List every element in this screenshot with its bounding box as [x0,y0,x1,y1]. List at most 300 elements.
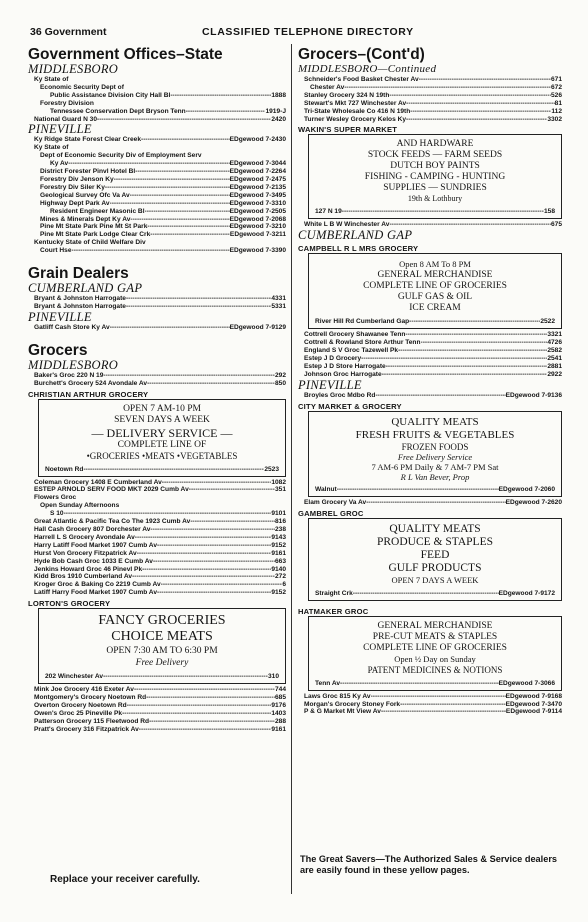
listing-name: Flowers Groc [34,494,77,502]
listing-row [28,710,286,718]
leader-dots [135,534,272,542]
listing-name: Burchett's Grocery 524 Avondale Av [34,379,148,387]
listing-phone: 4331 [271,295,286,303]
listing-group [28,686,286,733]
listing-row [28,176,286,184]
leader-dots [389,221,551,229]
listing-phone: EDgewood 7-9129 [229,323,286,331]
ad-box [308,616,562,691]
page-number: 36 [30,26,42,38]
listing-name: Harrell L S Grocery Avondale Av [34,533,135,541]
listing-row [28,223,286,231]
leader-dots [405,331,547,339]
listing-name: National Guard N 30 [34,115,98,123]
listing-row [28,589,286,597]
listing-phone: EDgewood 7-3211 [229,231,286,239]
listing-row [28,160,286,168]
listing-row [298,708,562,716]
ad-line: Free Delivery Service [397,451,473,462]
ad-line: Open 8 AM To 8 PM [399,259,471,270]
listing-row [28,295,286,303]
leader-dots [142,566,271,574]
leader-dots [72,247,230,255]
listing-row [28,573,286,581]
listing-row [28,534,286,542]
ad-phone: EDgewood 7-9172 [498,589,555,597]
listing-name: Bryant & Johnston Harrogate [34,302,126,310]
listing-phone: 2420 [271,115,286,123]
listing-phone: EDgewood 7-3310 [229,199,286,207]
ad-line: GULF GAS & OIL [397,292,473,303]
listing-group [28,295,286,311]
listing-name: Johnson Groc Harrogate [304,370,382,378]
listing-row [298,92,562,100]
listing-name: Baker's Groc 220 N 19 [34,371,104,379]
ad-phone: 158 [543,208,555,216]
leader-dots [189,486,275,494]
listing-name: Gatliff Cash Store Ky Av [34,323,110,331]
city-middlesboro: MIDDLESBORO [28,62,119,76]
listing-row [28,136,286,144]
listing-group [28,372,286,388]
leader-dots [186,108,266,116]
listing-phone: EDgewood 7-9114 [505,708,562,716]
ad-line: OPEN 7 AM-10 PM [123,403,201,414]
listing-row [28,92,286,100]
leader-dots [146,694,275,702]
listing-phone: 5331 [271,302,286,310]
ad-campbell [298,244,562,329]
listing-phone: 816 [274,518,286,526]
listing-name: Pine Mt State Park Pine Mt St Park [40,223,148,231]
listing-name: Estep J D Grocery [304,355,362,363]
ad-line: PATENT MEDICINES & NOTIONS [367,664,503,675]
ad-line: CHOICE MEATS [111,629,213,645]
listing-row [28,726,286,734]
listing-name: Highway Dept Park Av [40,199,110,207]
listing-group [28,136,286,255]
listing-name: Kroger Groc & Baking Co 2219 Cumb Av [34,581,161,589]
listing-phone: 3302 [547,115,562,123]
leader-dots [406,116,547,124]
leader-dots [134,686,275,694]
listing-row [298,76,562,84]
listing-phone: 81 [554,99,562,107]
listing-row [298,84,562,92]
ad-name: WAKIN'S SUPER MARKET [298,125,398,135]
listing-row [298,701,562,709]
listing-row [28,558,286,566]
listing-row [298,331,562,339]
listing-row [28,324,286,332]
listing-row [298,355,562,363]
city-middlesboro-continued: MIDDLESBORO—Continued [298,63,437,75]
listing-phone: 1888 [271,91,286,99]
listing-phone: 1919-J [265,107,286,115]
listing-name: Morgan's Grocery Stoney Fork [304,700,401,708]
listing-phone: 292 [274,371,286,379]
ad-line: 19th & Lothbury [407,194,463,204]
listing-row [28,566,286,574]
ad-gambrel [298,509,562,601]
listing-name: Bryant & Johnston Harrogate [34,295,126,303]
listing-name: Turner Wesley Grocery Kelos Ky [304,115,406,123]
leader-dots [190,518,275,526]
listing-phone: EDgewood 7-3495 [229,191,286,199]
leader-dots [110,200,230,208]
heading-grocers: Grocers [28,341,88,359]
listing-name: Stewart's Mkt 727 Winchester Av [304,99,407,107]
listing-phone: EDgewood 7-9168 [505,692,562,700]
ad-address: Noetown Rd [45,465,84,473]
listing-phone: 9143 [271,533,286,541]
listing-phone: EDgewood 7-2135 [229,183,286,191]
leader-dots [141,136,230,144]
listing-phone: 675 [550,221,562,229]
ad-line: — DELIVERY SERVICE — [91,425,233,440]
listing-phone: 2922 [547,370,562,378]
listing-name: ESTEP ARNOLD SERV FOOD MKT 2029 Cumb Av [34,486,189,494]
listing-name: Kidd Bros 1910 Cumberland Av [34,573,133,581]
listing-name: Schneider's Food Basket Chester Av [304,76,419,83]
listing-row [28,550,286,558]
ad-footer [315,318,555,325]
ad-line: COMPLETE LINE OF GROCERIES [363,642,507,653]
leader-dots [105,184,230,192]
listing-name: Forestry Div Jenson Ky [40,175,114,183]
ad-address: 127 N 19 [315,208,342,216]
ad-footer [45,466,279,473]
listing-phone: 663 [274,557,286,565]
listing-phone: 9161 [271,725,286,733]
listing-row [28,542,286,550]
listing-name: Ky State of [34,76,69,83]
listing-name: Stanley Grocery 324 N 19th [304,91,390,99]
listing-name: Jenkins Howard Groc 46 Pinevl Pk [34,565,143,573]
leader-dots [157,542,271,550]
ad-name: GAMBREL GROC [298,508,364,518]
listing-phone: EDgewood 7-2430 [229,136,286,144]
ad-line: COMPLETE LINE OF GROCERIES [363,281,507,292]
heading-government: Government Offices–State [28,46,223,63]
listing-name: England S V Groc Tazewell Pk [304,347,399,355]
listing-name: Resident Engineer Masonic Bl [50,207,145,215]
listing-phone: EDgewood 7-3210 [229,223,286,231]
listing-row [28,372,286,380]
listing-name: Forestry Div Siler Ky [40,183,105,191]
listing-row [28,168,286,176]
listing-phone: EDgewood 7-2264 [229,168,286,176]
listing-phone: 671 [550,76,562,83]
leader-dots [389,92,551,100]
listing-phone: 672 [550,83,562,91]
ad-line: GENERAL MERCHANDISE [377,620,493,631]
listing-name: Ky State of [34,144,69,152]
ad-line: OPEN 7:30 AM TO 6:30 PM [106,646,218,657]
listing-group [28,324,286,332]
ad-line: QUALITY MEATS [389,522,481,535]
leader-dots [170,92,271,100]
ad-footer [315,680,555,687]
listing-row [28,502,286,510]
listing-name: Mines & Minerals Dept Ky Av [40,215,131,223]
leader-dots [153,558,275,566]
listing-row [28,184,286,192]
listing-phone: 238 [274,526,286,533]
ad-line: SEVEN DAYS A WEEK [114,414,210,425]
leader-dots [398,347,547,355]
ad-footer [315,208,555,215]
listing-row [28,686,286,694]
ad-phone: EDgewood 7-3066 [498,679,555,687]
ad-line: PRE-CUT MEATS & STAPLES [372,631,498,642]
listing-phone: EDgewood 7-3044 [229,160,286,168]
ad-line: DUTCH BOY PAINTS [390,161,480,172]
listing-name: Mink Joe Grocery 416 Exeter Av [34,686,134,694]
listing-phone: EDgewood 7-3470 [505,700,562,708]
listing-name: White L B W Winchester Av [304,221,390,229]
listing-name: Coleman Grocery 1408 E Cumberland Av [34,478,162,486]
leader-dots [132,573,275,581]
ad-line: FEED [420,548,450,561]
leader-dots [135,168,229,176]
ad-box [38,608,286,684]
listing-row [28,208,286,216]
leader-dots [122,710,271,718]
ad-christian-arthur [28,390,286,477]
listing-name: Harry Latiff Food Market 1907 Cumb Av [34,541,157,549]
ad-phone: EDgewood 7-2060 [498,485,555,493]
ad-phone: 2522 [540,318,555,326]
listing-name: Hyde Bob Cash Groc 1033 E Cumb Av [34,557,153,565]
listing-row [28,108,286,116]
listing-name: P & G Market Mt View Av [304,708,381,716]
listing-row [28,581,286,589]
listing-phone: 744 [274,686,286,694]
listing-name: Court Hse [40,247,72,255]
ad-name: LORTON'S GROCERY [28,599,111,609]
listing-name: Great Atlantic & Pacific Tea Co The 1923 Cumb Av [34,518,191,526]
listing-phone: 351 [274,486,286,494]
listing-row [28,518,286,526]
leader-dots [406,100,554,108]
listing-phone: 1403 [271,709,286,717]
leader-dots [382,371,548,379]
leader-dots [97,116,271,124]
leader-dots [366,499,505,507]
listing-phone: 9152 [271,589,286,597]
leader-dots [344,84,551,92]
footer-notice-left: Replace your receiver carefully. [50,874,200,885]
ad-line: FROZEN FOODS [401,441,469,452]
leader-dots [137,550,272,558]
listing-name: Laws Groc 815 Ky Av [304,692,371,700]
leader-dots [103,372,275,380]
listing-name: Hall Cash Grocery 807 Dorchester Av [34,526,151,533]
listing-phone: 9176 [271,701,286,709]
city-middlesboro: MIDDLESBORO [28,357,119,372]
ad-line: R L Van Bever, Prop [400,471,470,482]
listing-group [298,76,562,123]
listing-group [28,76,286,123]
leader-dots [161,581,283,589]
leader-dots [371,693,506,701]
leader-dots [126,303,271,311]
city-pineville: PINEVILLE [28,309,92,324]
right-column [298,46,562,716]
listing-row [298,347,562,355]
listing-phone: 272 [274,573,286,581]
ad-line: FANCY GROCERIES [98,613,226,629]
listing-phone: EDgewood 7-2620 [505,498,562,506]
listing-row [28,239,286,247]
leader-dots [68,160,229,168]
header-section: Government [44,26,107,38]
listing-name: Cottrell & Rowland Store Arthur Tenn [304,339,421,347]
city-pineville: PINEVILLE [298,377,362,392]
listing-phone: 9101 [271,510,286,518]
listing-row [28,216,286,224]
city-cumberland-gap: CUMBERLAND GAP [28,281,143,296]
ad-line: Free Delivery [135,658,189,669]
listing-group [298,499,562,507]
listing-row [298,108,562,116]
leader-dots [150,526,275,534]
listing-group [298,693,562,717]
listing-phone: 1082 [271,478,286,486]
listing-row [28,380,286,388]
listing-name: Patterson Grocery 115 Fleetwood Rd [34,717,150,725]
ad-footer [315,486,555,493]
ad-phone: 2523 [264,465,279,473]
heading-grain-dealers: Grain Dealers [28,265,129,283]
leader-dots [64,510,272,518]
listing-row [28,526,286,534]
listing-name: Kentucky State of Child Welfare Div [34,239,146,247]
ad-address: Tenn Av [315,679,341,687]
ad-line: 7 AM-6 PM Daily & 7 AM-7 PM Sat [371,461,499,472]
listing-name: Broyles Groc Mdbo Rd [304,391,376,399]
listing-row [28,694,286,702]
page-header [30,26,560,40]
leader-dots [400,701,505,709]
listing-name: Montgomery's Grocery Noetown Rd [34,694,147,702]
listing-row [28,486,286,494]
leader-dots [126,295,271,303]
ad-address: 202 Winchester Av [45,673,104,681]
ad-line: PRODUCE & STAPLES [376,535,494,548]
ad-name: CITY MARKET & GROCERY [298,401,402,411]
listing-name: Owen's Groc 25 Pineville Pk [34,709,123,717]
leader-dots [419,76,551,84]
ad-name: CAMPBELL R L MRS GROCERY [298,244,419,254]
leader-dots [139,726,272,734]
leader-dots [162,479,272,487]
ad-line: OPEN 7 DAYS A WEEK [391,574,479,585]
listing-row [28,718,286,726]
listing-row [298,116,562,124]
listing-phone: 2541 [547,355,562,363]
listing-name: Ky Av [50,160,69,168]
ad-line: •GROCERIES •MEATS •VEGETABLES [86,450,238,461]
heading-grocers-continued: Grocers–(Cont'd) [298,46,425,63]
ad-line: AND HARDWARE [396,139,474,150]
ad-box [308,134,562,219]
listing-row [28,152,286,160]
ad-line: QUALITY MEATS [391,415,479,428]
leader-dots [375,392,505,400]
footer-notice-right: The Great Savers—The Authorized Sales & Service dealers are easily found in these yellow pages. [300,854,558,875]
listing-group [298,392,562,400]
leader-dots [110,324,230,332]
listing-name: Dept of Economic Security Div of Employment Serv [40,152,202,160]
listing-name: District Forester Pinvl Hotel Bl [40,168,136,176]
ad-wakins [298,125,562,219]
ad-line: Open ½ Day on Sunday [394,653,476,664]
listing-phone: 4726 [547,339,562,347]
ad-hatmaker [298,607,562,691]
listing-name: Cottrell Grocery Shawanee Tenn [304,331,406,339]
listing-name: Latiff Harry Food Market 1907 Cumb Av [34,589,157,597]
listing-row [298,499,562,507]
listing-phone: 2582 [547,347,562,355]
listing-name: Ky Ridge State Forest Clear Creek [34,136,142,144]
listing-phone: 6 [282,581,286,589]
listing-row [298,100,562,108]
leader-dots [381,708,506,716]
listing-name: Elam Grocery Va Av [304,498,367,506]
listing-phone: EDgewood 7-2505 [229,207,286,215]
ad-address: Straight Crk [315,589,353,597]
listing-phone: EDgewood 7-9136 [505,391,562,399]
ad-footer [45,673,279,680]
listing-row [28,144,286,152]
ad-line: FISHING - CAMPING - HUNTING [364,172,506,183]
listing-phone: 685 [274,694,286,702]
leader-dots [149,718,275,726]
listing-phone: EDgewood 7-3390 [229,247,286,255]
ad-address: Walnut [315,485,337,493]
listing-row [28,200,286,208]
leader-dots [130,216,229,224]
listing-name: Forestry Division [40,99,94,107]
listing-phone: 3321 [547,331,562,339]
listing-phone: 526 [550,91,562,99]
listing-name: Chester Av [310,83,345,91]
leader-dots [130,192,230,200]
listing-name: Economic Security Dept of [40,83,124,91]
leader-dots [386,363,548,371]
ad-line: GULF PRODUCTS [388,561,482,574]
listing-phone: 288 [274,717,286,725]
left-column [28,46,286,734]
listing-phone: EDgewood 7-2475 [229,175,286,183]
header-title: CLASSIFIED TELEPHONE DIRECTORY [202,26,414,38]
listing-row [28,192,286,200]
listing-name: Tennessee Conservation Dept Bryson Tenn [50,107,186,115]
listing-name: S 10 [50,510,64,518]
listing-row [298,693,562,701]
leader-dots [157,589,271,597]
ad-line: GENERAL MERCHANDISE [377,270,493,281]
listing-row [298,392,562,400]
listing-phone: 850 [274,379,286,387]
ad-name: CHRISTIAN ARTHUR GROCERY [28,389,149,399]
listing-group [298,331,562,378]
ad-city-market [298,402,562,497]
ad-phone: 310 [267,673,279,681]
listing-row [28,510,286,518]
